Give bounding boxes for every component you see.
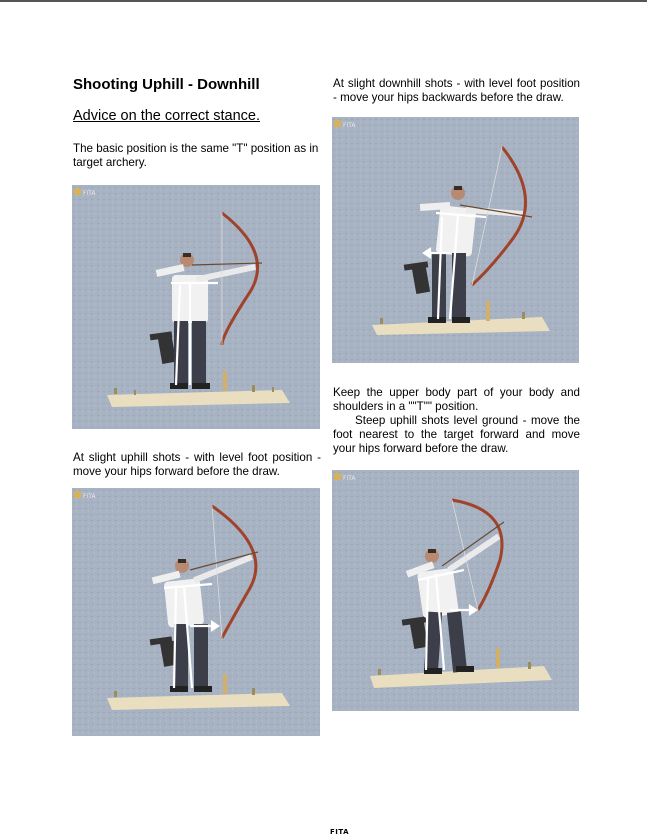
photo-basic-stance [72,185,320,429]
photo-slight-downhill [332,117,579,363]
paragraph-upper-body: Keep the upper body part of your body and shoulders in a ""T"" position. [333,386,580,413]
watermark-text: FITA [343,122,356,129]
photo-steep-uphill [332,470,579,711]
photo-slight-uphill [72,488,320,736]
top-rule [0,0,647,2]
paragraph-uphill-slight: At slight uphill shots - with level foot position - move your hips forward before the draw. [73,451,321,478]
page-title: Shooting Uphill - Downhill [73,76,260,93]
paragraph-group-right [333,386,580,456]
page-subtitle: Advice on the correct stance. [73,108,260,124]
watermark-text: FITA [343,475,356,482]
paragraph-steep-uphill: Steep uphill shots level ground - move the foot nearest to the target forward and move your hips forward before the draw. [333,414,580,455]
watermark-text: FITA [83,190,96,197]
watermark-text: FITA [83,493,96,500]
paragraph-downhill-slight: At slight downhill shots - with level foot position - move your hips backwards before the draw. [333,77,580,104]
footer-logo: FITA [330,828,350,836]
paragraph-basic-position: The basic position is the same "T" position as in target archery. [73,142,319,169]
